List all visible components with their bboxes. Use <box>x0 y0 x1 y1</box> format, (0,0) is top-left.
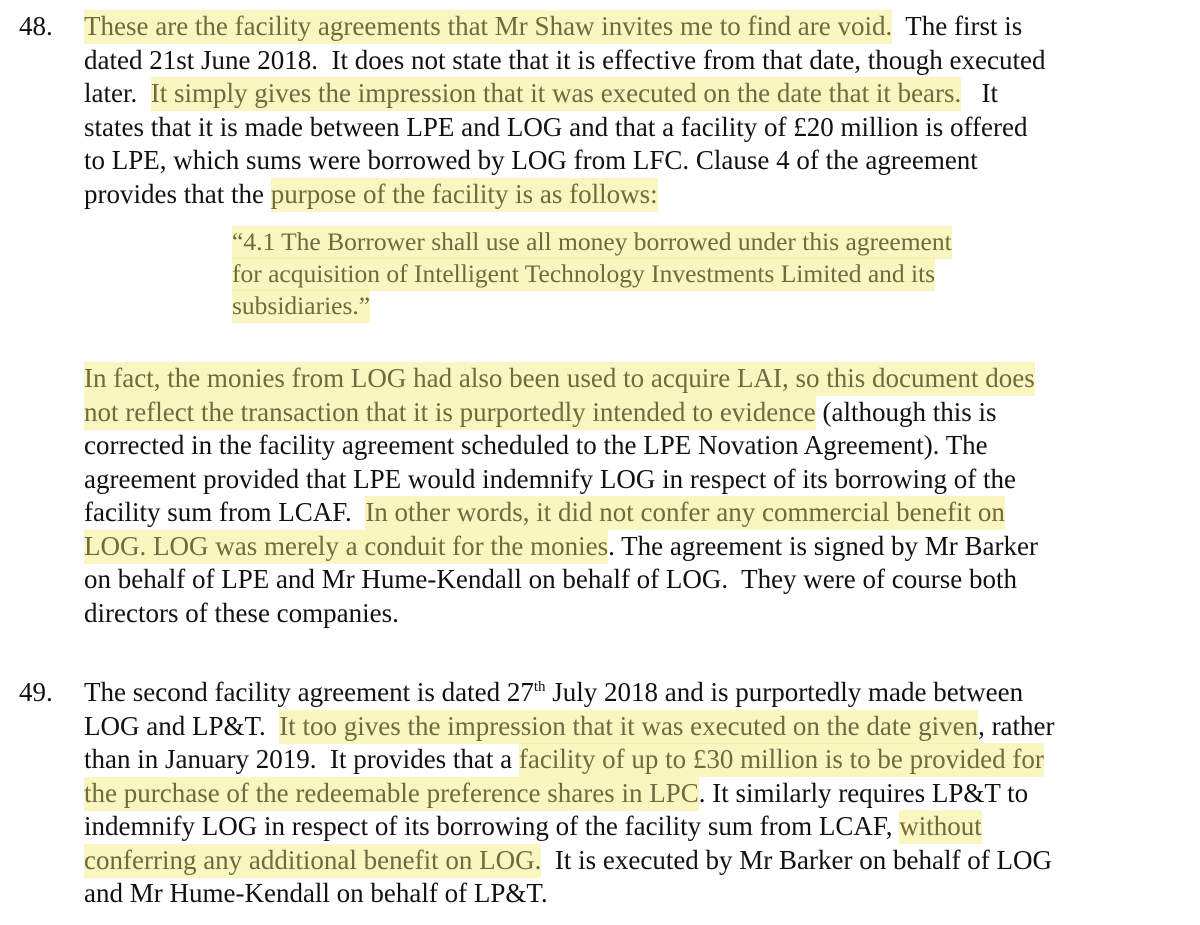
text-run: . The agreement is signed by Mr Barker <box>608 530 1039 561</box>
text-line <box>84 111 1174 145</box>
text-run: on behalf of LPE and Mr Hume-Kendall on behalf of LOG. They were of course both <box>84 564 1017 594</box>
text-line <box>84 844 1174 878</box>
text-line <box>84 396 1174 430</box>
paragraph-body <box>84 10 1174 211</box>
text-run: directors of these companies. <box>84 597 399 628</box>
text-line <box>84 777 1174 811</box>
text-run: and Mr Hume-Kendall on behalf of LP&T. <box>84 878 548 908</box>
text-run: provides that the <box>84 178 271 209</box>
text-run: (although this is <box>815 396 997 427</box>
text-line <box>84 429 1174 463</box>
quote-line <box>232 290 1032 322</box>
text-line <box>84 597 1174 631</box>
text-run: In other words, it did not confer any commercial benefit on <box>365 496 1005 530</box>
text-line <box>84 530 1174 564</box>
quote-line <box>232 258 1032 290</box>
text-run: without <box>899 810 982 844</box>
text-run: July 2018 and is purportedly made between <box>545 677 1024 707</box>
text-run: In fact, the monies from LOG had also been used to acquire LAI, so this document does <box>84 362 1035 396</box>
text-run: It simply gives the impression that it was executed on the date that it bears. <box>151 77 962 111</box>
paragraph-number: 49. <box>19 677 53 707</box>
text-line <box>84 710 1174 744</box>
text-line <box>84 743 1174 777</box>
text-line <box>84 362 1174 396</box>
text-run: not reflect the transaction that it is purportedly intended to evidence <box>84 396 816 430</box>
text-run: dated 21st June 2018. It does not state that it is effective from that date, though executed <box>84 44 1046 75</box>
text-line <box>84 10 1174 44</box>
text-run: LOG. LOG was merely a conduit for the monies <box>84 530 608 564</box>
text-run: later. <box>84 78 151 108</box>
text-run: facility sum from LCAF. <box>84 497 366 527</box>
text-run: The first is <box>892 11 1023 41</box>
quote-line <box>232 226 1032 258</box>
text-run: subsidiaries.” <box>232 290 370 323</box>
text-line <box>84 676 1174 710</box>
text-run: “4.1 The Borrower shall use all money borrowed under this agreement <box>232 226 952 259</box>
text-run: to LPE, which sums were borrowed by LOG from LFC. Clause 4 of the agreement <box>84 145 978 175</box>
text-line <box>84 463 1174 497</box>
paragraph-body <box>84 362 1174 630</box>
text-line <box>84 77 1174 111</box>
text-run: facility of up to £30 million is to be provided for <box>519 743 1044 777</box>
text-run: It is executed by Mr Barker on behalf of LOG <box>541 844 1052 875</box>
text-line <box>84 563 1174 597</box>
paragraph-body <box>84 676 1174 911</box>
text-line <box>84 496 1174 530</box>
text-run: states that it is made between LPE and LOG and that a facility of £20 million is offered <box>84 111 1028 142</box>
paragraph-number: 48. <box>19 11 53 41</box>
text-run: conferring any additional benefit on LOG. <box>84 844 541 878</box>
text-run: corrected in the facility agreement scheduled to the LPE Novation Agreement). The <box>84 430 988 460</box>
text-run: It too gives the impression that it was executed on the date given <box>279 710 978 744</box>
text-line <box>84 810 1174 844</box>
text-run: agreement provided that LPE would indemnify LOG in respect of its borrowing of the <box>84 463 1017 494</box>
text-line <box>84 144 1174 178</box>
text-run: , rather <box>978 710 1055 741</box>
text-run: These are the facility agreements that Mr Shaw invites me to find are void. <box>84 10 892 44</box>
text-run: than in January 2019. It provides that a <box>84 744 519 774</box>
block-quote <box>232 226 1032 322</box>
text-run: LOG and LP&T. <box>84 710 280 741</box>
text-run: for acquisition of Intelligent Technology Investments Limited and its <box>232 258 935 291</box>
text-run: . It similarly requires LP&T to <box>698 777 1029 808</box>
text-run: purpose of the facility is as follows: <box>271 178 658 212</box>
text-line <box>84 178 1174 212</box>
text-line <box>84 44 1174 78</box>
text-run: the purchase of the redeemable preference shares in LPC <box>84 777 699 811</box>
superscript: th <box>533 679 546 695</box>
text-run: It <box>961 78 999 108</box>
text-run: indemnify LOG in respect of its borrowing of the facility sum from LCAF, <box>84 811 900 841</box>
text-run: The second facility agreement is dated 27 <box>84 677 534 707</box>
text-line <box>84 877 1174 911</box>
